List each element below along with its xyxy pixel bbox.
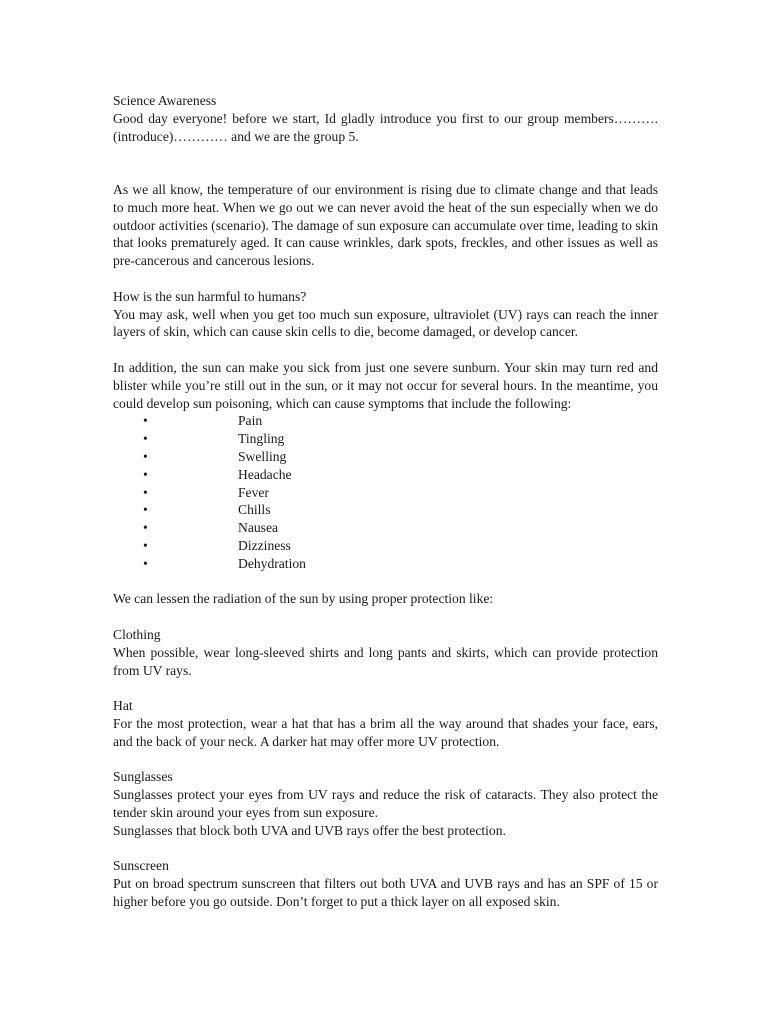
list-item — [113, 430, 658, 448]
symptom-label: Headache — [238, 466, 292, 482]
list-item — [113, 555, 658, 573]
bullet-icon: • — [143, 484, 148, 500]
clothing-text: When possible, wear long-sleeved shirts and long pants and skirts, which can provide protection from UV rays. — [113, 644, 658, 678]
symptom-label: Dizziness — [238, 537, 291, 553]
symptom-label: Swelling — [238, 448, 287, 464]
sunscreen-heading: Sunscreen — [113, 858, 169, 874]
list-item — [113, 484, 658, 502]
symptom-label: Dehydration — [238, 555, 306, 571]
list-item — [113, 519, 658, 537]
bullet-icon: • — [143, 413, 148, 429]
sunscreen-text: Put on broad spectrum sunscreen that filters out both UVA and UVB rays and has an SPF of 15 or higher before you go outside. Don’t forget to put a thick layer on all exposed skin. — [113, 876, 658, 909]
list-item — [113, 501, 658, 519]
sunglasses-text-2: Sunglasses that block both UVA and UVB rays offer the best protection. — [113, 822, 506, 838]
sunglasses-text: Sunglasses protect your eyes from UV rays and reduce the risk of cataracts. They also protect the tender skin around your eyes from sun exposure. — [113, 787, 658, 820]
bullet-icon: • — [143, 448, 148, 464]
symptom-label: Fever — [238, 484, 269, 500]
bullet-icon: • — [143, 502, 148, 518]
symptom-label: Nausea — [238, 520, 279, 536]
list-item — [113, 466, 658, 484]
doc-title: Science Awareness — [113, 93, 217, 108]
bullet-icon: • — [143, 555, 148, 571]
clothing-heading: Clothing — [113, 626, 161, 642]
symptom-label: Chills — [238, 502, 271, 518]
hat-text: For the most protection, wear a hat that has a brim all the way around that shades your face, ears, and the back of your neck. A darker hat may offer more UV protection. — [113, 715, 658, 749]
bullet-icon: • — [143, 520, 148, 536]
harm-heading: How is the sun harmful to humans? — [113, 288, 307, 304]
symptom-label: Pain — [238, 413, 263, 429]
sunburn-paragraph: In addition, the sun can make you sick from just one severe sunburn. Your skin may turn red and blister while you’re still out in the sun, or it may not occur for several hours. In the meantime, you could develop sun poisoning, which can cause symptoms that include the following: — [113, 359, 658, 411]
document-page — [113, 92, 658, 911]
sunglasses-heading: Sunglasses — [113, 769, 173, 785]
harm-answer: You may ask, well when you get too much sun exposure, ultraviolet (UV) rays can reach the inner layers of skin, which can cause skin cells to die, become damaged, or develop cancer. — [113, 306, 658, 340]
bullet-icon: • — [143, 537, 148, 553]
symptom-list — [113, 412, 658, 572]
climate-paragraph: As we all know, the temperature of our environment is rising due to climate change and that leads to much more heat. When we go out we can never avoid the heat of the sun especially when we do outdoor activities (scenario). The damage of sun exposure can accumulate over time, leading to skin that looks prematurely aged. It can cause wrinkles, dark spots, freckles, and other issues as well as pre-cancerous and cancerous lesions. — [113, 181, 658, 269]
intro-paragraph: Good day everyone! before we start, Id gladly introduce you first to our group members……….(introduce)………… and we are the group 5. — [113, 110, 658, 144]
bullet-icon: • — [143, 431, 148, 447]
list-item — [113, 412, 658, 430]
hat-heading: Hat — [113, 698, 133, 714]
symptom-label: Tingling — [238, 431, 285, 447]
list-item — [113, 448, 658, 466]
list-item — [113, 537, 658, 555]
protection-intro: We can lessen the radiation of the sun by using proper protection like: — [113, 591, 494, 607]
bullet-icon: • — [143, 466, 148, 482]
